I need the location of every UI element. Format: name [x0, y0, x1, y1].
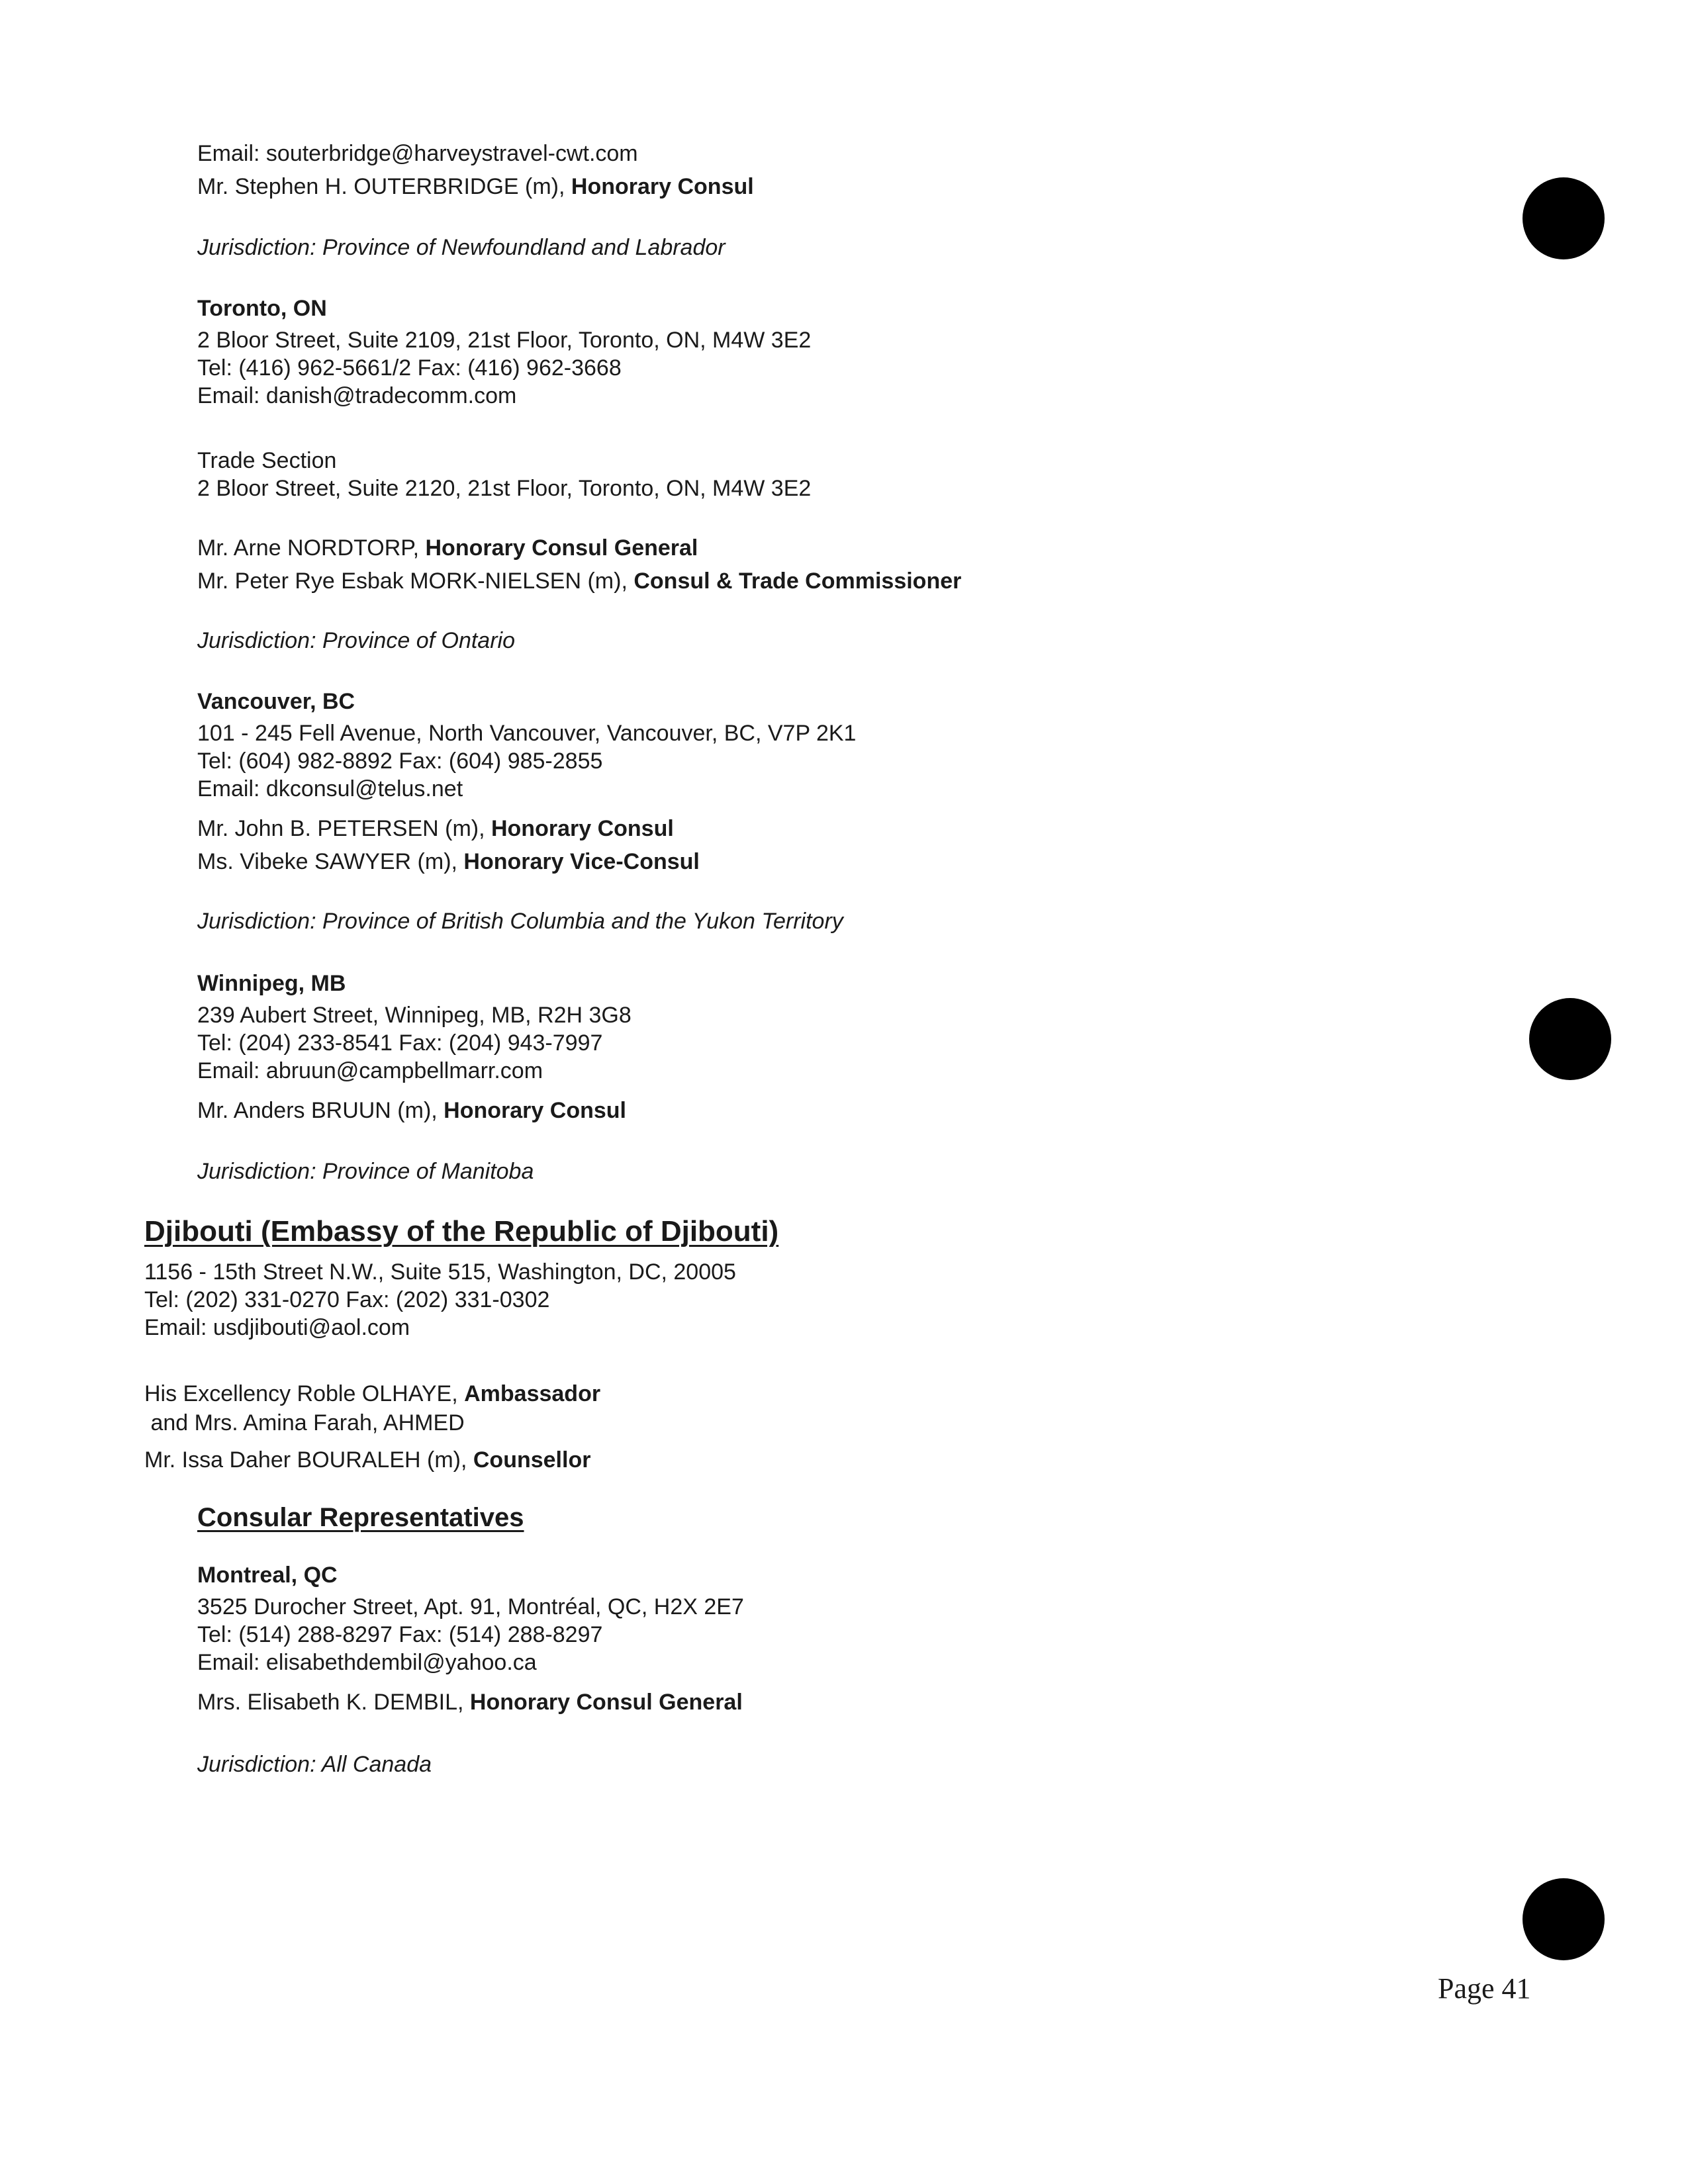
phone-fax-line: Tel: (416) 962-5661/2 Fax: (416) 962-3668 [197, 355, 622, 381]
jurisdiction-label: Jurisdiction: [197, 1752, 322, 1777]
person-name: Mr. Peter Rye Esbak MORK-NIELSEN (m), [197, 569, 634, 594]
person-line [197, 535, 698, 561]
binder-hole [1529, 998, 1611, 1080]
address-line: 3525 Durocher Street, Apt. 91, Montréal, QC, H2X 2E7 [197, 1594, 744, 1619]
jurisdiction-line [197, 908, 843, 934]
person-name: Mr. John B. PETERSEN (m), [197, 816, 491, 841]
email-line: Email: souterbridge@harveystravel-cwt.com [197, 141, 638, 166]
person-name: Mr. Stephen H. OUTERBRIDGE (m), [197, 174, 571, 199]
person-title: Counsellor [473, 1447, 591, 1473]
jurisdiction-label: Jurisdiction: [197, 909, 322, 934]
jurisdiction-value: Province of Ontario [322, 628, 515, 653]
email-line: Email: elisabethdembil@yahoo.ca [197, 1650, 537, 1675]
person-title: Consul & Trade Commissioner [633, 569, 962, 594]
section-heading: Consular Representatives [197, 1503, 524, 1532]
jurisdiction-label: Jurisdiction: [197, 628, 322, 653]
person-title: Honorary Vice-Consul [463, 849, 700, 874]
city-heading: Vancouver, BC [197, 689, 355, 714]
person-line [197, 568, 961, 594]
person-title: Honorary Consul [444, 1098, 626, 1123]
person-title: Honorary Consul General [425, 535, 698, 561]
jurisdiction-line [197, 1751, 432, 1778]
binder-hole [1523, 1878, 1605, 1960]
jurisdiction-line [197, 234, 726, 261]
person-name: His Excellency Roble OLHAYE, [144, 1381, 465, 1406]
person-name: Mrs. Elisabeth K. DEMBIL, [197, 1690, 470, 1715]
email-line: Email: abruun@campbellmarr.com [197, 1058, 543, 1083]
person-line [197, 1689, 743, 1715]
person-line [144, 1447, 590, 1473]
spouse-line: and Mrs. Amina Farah, AHMED [144, 1410, 465, 1435]
jurisdiction-value: Province of Manitoba [322, 1159, 534, 1184]
email-line: Email: usdjibouti@aol.com [144, 1315, 410, 1340]
jurisdiction-value: Province of Newfoundland and Labrador [322, 235, 726, 260]
binder-hole [1523, 177, 1605, 259]
person-line [197, 848, 700, 875]
page-number: Page 41 [1438, 1972, 1531, 2005]
city-heading: Montreal, QC [197, 1563, 338, 1588]
address-line: 2 Bloor Street, Suite 2109, 21st Floor, Toronto, ON, M4W 3E2 [197, 328, 812, 353]
address-line: 1156 - 15th Street N.W., Suite 515, Washington, DC, 20005 [144, 1259, 736, 1285]
jurisdiction-value: Province of British Columbia and the Yukon Territory [322, 909, 843, 934]
email-line: Email: danish@tradecomm.com [197, 383, 517, 408]
person-line [197, 1097, 626, 1124]
city-heading: Winnipeg, MB [197, 971, 346, 996]
email-line: Email: dkconsul@telus.net [197, 776, 463, 801]
person-line [197, 815, 674, 842]
person-title: Honorary Consul [571, 174, 754, 199]
jurisdiction-line [197, 627, 515, 654]
jurisdiction-label: Jurisdiction: [197, 235, 322, 260]
address-line: 101 - 245 Fell Avenue, North Vancouver, Vancouver, BC, V7P 2K1 [197, 721, 857, 746]
city-heading: Toronto, ON [197, 296, 327, 321]
jurisdiction-label: Jurisdiction: [197, 1159, 322, 1184]
person-name: Ms. Vibeke SAWYER (m), [197, 849, 464, 874]
person-name: Mr. Arne NORDTORP, [197, 535, 426, 561]
trade-section-label: Trade Section [197, 448, 337, 473]
person-name: Mr. Anders BRUUN (m), [197, 1098, 444, 1123]
person-title: Ambassador [464, 1381, 601, 1406]
phone-fax-line: Tel: (604) 982-8892 Fax: (604) 985-2855 [197, 749, 603, 774]
jurisdiction-line [197, 1158, 534, 1185]
country-heading: Djibouti (Embassy of the Republic of Djibouti) [144, 1215, 779, 1248]
person-title: Honorary Consul General [469, 1690, 743, 1715]
ambassador-line [144, 1381, 600, 1407]
jurisdiction-value: All Canada [321, 1752, 432, 1777]
phone-fax-line: Tel: (514) 288-8297 Fax: (514) 288-8297 [197, 1622, 603, 1647]
phone-fax-line: Tel: (202) 331-0270 Fax: (202) 331-0302 [144, 1287, 550, 1312]
person-line [197, 173, 754, 200]
address-line: 239 Aubert Street, Winnipeg, MB, R2H 3G8 [197, 1003, 632, 1028]
trade-address-line: 2 Bloor Street, Suite 2120, 21st Floor, Toronto, ON, M4W 3E2 [197, 476, 812, 501]
person-title: Honorary Consul [491, 816, 674, 841]
phone-fax-line: Tel: (204) 233-8541 Fax: (204) 943-7997 [197, 1030, 603, 1056]
person-name: Mr. Issa Daher BOURALEH (m), [144, 1447, 473, 1473]
